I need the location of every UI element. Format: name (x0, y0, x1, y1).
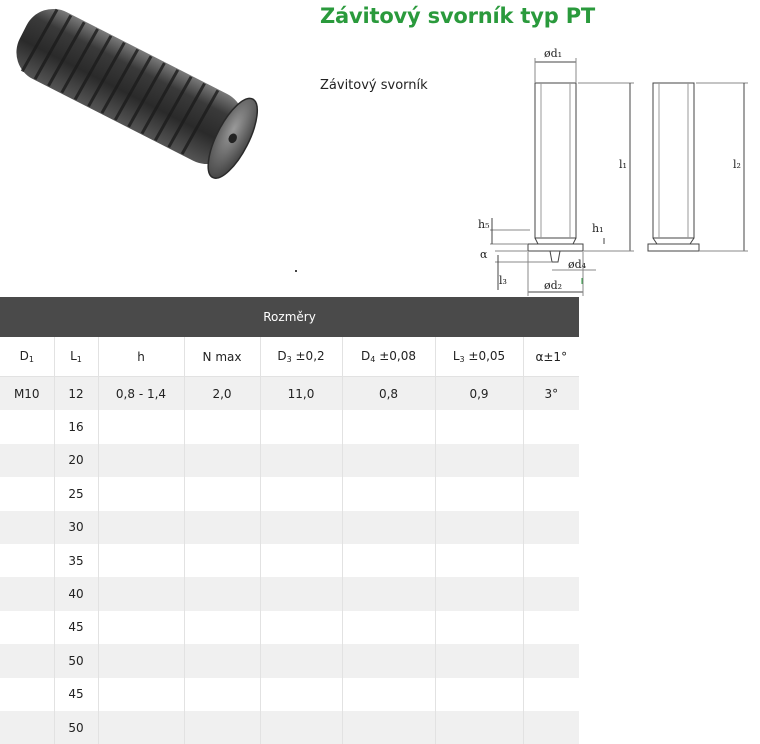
table-cell (260, 477, 342, 510)
table-cell (98, 644, 184, 677)
table-cell (0, 511, 54, 544)
table-cell (0, 678, 54, 711)
table-cell (184, 678, 260, 711)
column-header: N max (184, 337, 260, 377)
table-cell (435, 678, 523, 711)
label-h5: h₅ (478, 218, 490, 231)
table-cell (260, 611, 342, 644)
stud-photo (0, 0, 300, 210)
table-header-row (0, 337, 579, 377)
table-cell (342, 477, 435, 510)
table-cell (98, 511, 184, 544)
table-cell (184, 577, 260, 610)
table-row (0, 544, 579, 577)
table-cell (342, 511, 435, 544)
table-cell (98, 678, 184, 711)
table-cell (0, 611, 54, 644)
table-cell (260, 410, 342, 443)
table-row (0, 477, 579, 510)
table-cell (0, 577, 54, 610)
table-cell: 0,8 - 1,4 (98, 377, 184, 411)
table-row (0, 377, 579, 411)
table-cell (0, 644, 54, 677)
table-cell (435, 611, 523, 644)
table-cell: 45 (54, 611, 98, 644)
table-cell (342, 410, 435, 443)
table-cell: 50 (54, 711, 98, 744)
stray-dot (295, 270, 297, 272)
table-cell: 0,8 (342, 377, 435, 411)
table-row (0, 678, 579, 711)
table-cell (184, 711, 260, 744)
table-cell: 0,9 (435, 377, 523, 411)
table-row (0, 711, 579, 744)
table-cell: 40 (54, 577, 98, 610)
table-cell (435, 544, 523, 577)
table-cell: 3° (523, 377, 579, 411)
table-cell (260, 544, 342, 577)
table-cell (260, 511, 342, 544)
product-subtitle: Závitový svorník (320, 78, 428, 93)
dimensions-table (0, 297, 579, 744)
table-cell (260, 644, 342, 677)
column-header: $D_3 \pm 0,2$ (260, 337, 342, 377)
table-cell (342, 444, 435, 477)
table-cell (0, 477, 54, 510)
label-l1: l₁ (619, 158, 627, 171)
table-cell (98, 410, 184, 443)
table-cell (523, 544, 579, 577)
label-d4: ød₄ (568, 258, 587, 271)
table-cell: 12 (54, 377, 98, 411)
table-cell (184, 444, 260, 477)
table-cell (435, 511, 523, 544)
page-title: Závitový svorník typ PT (320, 4, 596, 28)
table-cell (0, 410, 54, 443)
table-cell: 20 (54, 444, 98, 477)
label-l2: l₂ (733, 158, 741, 171)
table-cell (523, 611, 579, 644)
table-cell (342, 611, 435, 644)
table-cell (435, 577, 523, 610)
table-cell: 45 (54, 678, 98, 711)
column-header: $L_3 \pm 0,05$ (435, 337, 523, 377)
label-l3: l₃ (499, 274, 507, 287)
table-cell: 30 (54, 511, 98, 544)
table-cell: 25 (54, 477, 98, 510)
table-cell (98, 477, 184, 510)
table-cell (523, 577, 579, 610)
table-cell (184, 511, 260, 544)
table-row (0, 611, 579, 644)
column-header: α±1° (523, 337, 579, 377)
table-cell (523, 711, 579, 744)
table-cell (98, 444, 184, 477)
table-cell: 50 (54, 644, 98, 677)
table-cell (523, 644, 579, 677)
table-cell (342, 644, 435, 677)
table-cell (184, 611, 260, 644)
column-header: $D_4 \pm 0,08$ (342, 337, 435, 377)
table-row (0, 577, 579, 610)
table-row (0, 511, 579, 544)
table-cell (184, 644, 260, 677)
table-cell (98, 611, 184, 644)
table-cell (260, 678, 342, 711)
table-cell (260, 444, 342, 477)
table-cell: M10 (0, 377, 54, 411)
table-cell (0, 544, 54, 577)
column-header: $L_1$ (54, 337, 98, 377)
table-row (0, 444, 579, 477)
table-cell (98, 544, 184, 577)
technical-drawing (470, 40, 760, 300)
label-alpha: α (480, 248, 488, 261)
table-cell (523, 511, 579, 544)
table-cell (435, 410, 523, 443)
table-cell (260, 711, 342, 744)
table-cell (0, 711, 54, 744)
table-cell (435, 444, 523, 477)
table-cell: 35 (54, 544, 98, 577)
table-cell (184, 544, 260, 577)
table-row (0, 644, 579, 677)
table-cell (98, 577, 184, 610)
table-cell (260, 577, 342, 610)
table-cell (435, 711, 523, 744)
table-banner: Rozměry (0, 297, 579, 337)
table-row (0, 410, 579, 443)
table-cell (184, 410, 260, 443)
table-cell (523, 477, 579, 510)
label-d1: ød₁ (544, 47, 563, 60)
table-cell (98, 711, 184, 744)
table-cell (0, 444, 54, 477)
table-cell (523, 678, 579, 711)
table-cell (435, 477, 523, 510)
column-header: h (98, 337, 184, 377)
table-cell (342, 577, 435, 610)
table-cell (523, 444, 579, 477)
label-h1: h₁ (592, 222, 604, 235)
table-cell (342, 711, 435, 744)
column-header: $D_1$ (0, 337, 54, 377)
table-cell: 16 (54, 410, 98, 443)
label-d2: ød₂ (544, 279, 563, 292)
table-cell (342, 544, 435, 577)
table-cell (523, 410, 579, 443)
table-cell (184, 477, 260, 510)
table-cell (435, 644, 523, 677)
table-cell: 2,0 (184, 377, 260, 411)
table-cell (342, 678, 435, 711)
table-cell: 11,0 (260, 377, 342, 411)
